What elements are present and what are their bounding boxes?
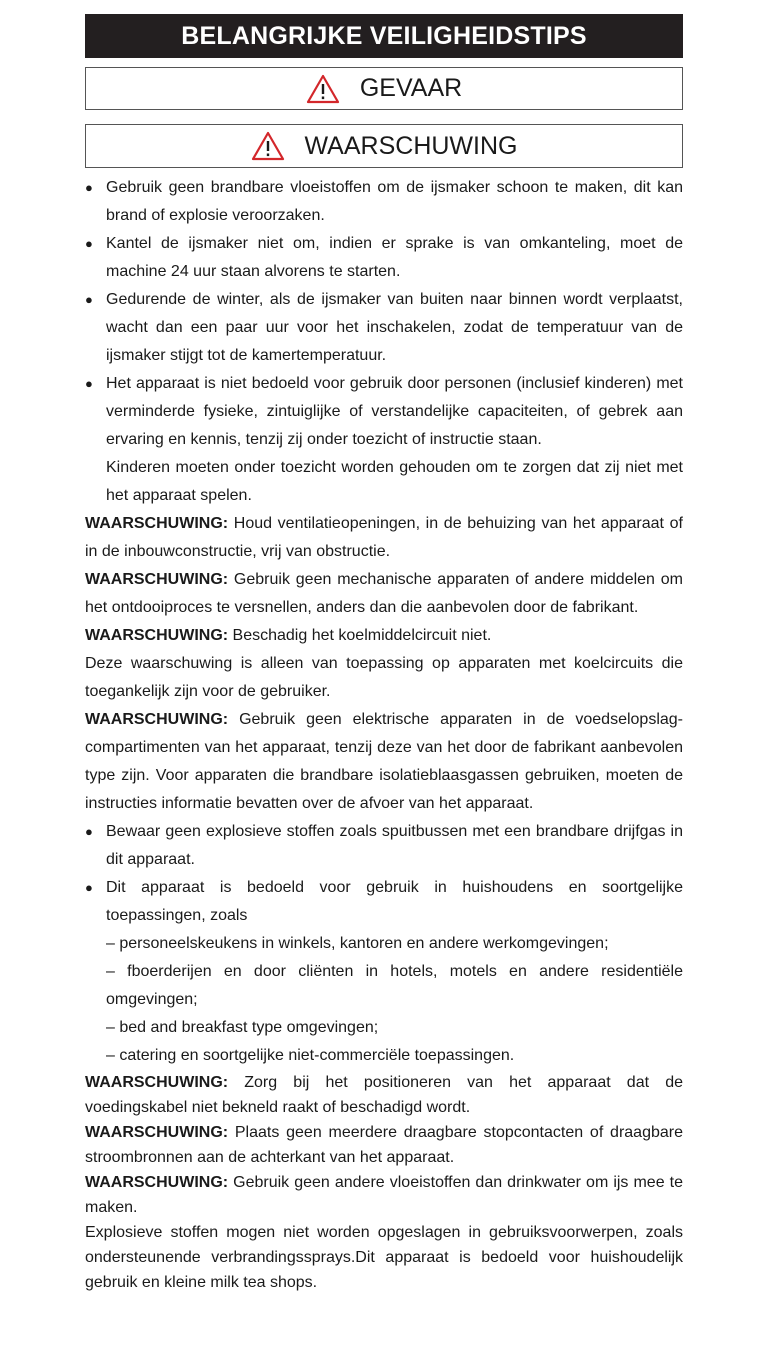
list-item: ● Gedurende de winter, als de ijsmaker van buiten naar binnen wordt verplaatst, wacht dan een paar uur voor het inschakelen, zodat de temperatuur van de ijsmaker stijgt tot de kamertemperatuur.: [85, 286, 683, 370]
danger-label: GEVAAR: [359, 74, 463, 102]
warning-prefix: WAARSCHUWING:: [85, 1074, 229, 1091]
warning-paragraph: [85, 566, 683, 622]
warning-triangle-icon: [306, 74, 340, 104]
warning-prefix: WAARSCHUWING:: [85, 515, 229, 532]
warning-text: Houd ventilatieopeningen, in de behuizing van het apparaat of in de inbouwconstructie, vrij van obstructie.: [85, 515, 683, 560]
list-item: ● Bewaar geen explosieve stoffen zoals spuitbussen met een brandbare drijfgas in dit apparaat.: [85, 818, 683, 874]
warning-label: WAARSCHUWING: [304, 131, 518, 160]
list-item: ● Dit apparaat is bedoeld voor gebruik in huishoudens en soortgelijke toepassingen, zoals: [85, 874, 683, 930]
warning-text: Beschadig het koelmiddelcircuit niet.: [228, 627, 492, 644]
warning-paragraph: [85, 1070, 683, 1120]
warning-paragraph: [85, 1120, 683, 1170]
warning-paragraph: [85, 622, 683, 650]
warning-text: Zorg bij het positioneren van het apparaat dat de voedingskabel niet bekneld raakt of beschadigd wordt.: [85, 1074, 683, 1116]
warning-prefix: WAARSCHUWING:: [85, 627, 229, 644]
usage-item: – fboerderijen en door cliënten in hotels, motels en andere residentiële omgevingen;: [106, 963, 683, 1008]
warning-prefix: WAARSCHUWING:: [85, 571, 229, 588]
warning-prefix: WAARSCHUWING:: [85, 711, 229, 728]
warning-text: Gebruik geen andere vloeistoffen dan drinkwater om ijs mee te maken.: [85, 1174, 683, 1216]
safety-text: [85, 174, 683, 1295]
warning-prefix: WAARSCHUWING:: [85, 1124, 229, 1141]
list-item: ● Kantel de ijsmaker niet om, indien er sprake is van omkanteling, moet de machine 24 uur staan alvorens te starten.: [85, 230, 683, 286]
warning-text: Plaats geen meerdere draagbare stopcontacten of draagbare stroombronnen aan de achterkant van het apparaat.: [85, 1124, 683, 1166]
refrigerant-note: Deze waarschuwing is alleen van toepassing op apparaten met koelcircuits die toegankelijk zijn voor de gebruiker.: [85, 655, 683, 700]
warning-triangle-icon: [251, 131, 285, 161]
warning-text: Gebruik geen elektrische apparaten in de voedselopslag-compartimenten van het apparaat, tenzij deze van het door de fabrikant aanbevolen type zijn. Voor apparaten die brandbare isolatieblaasgassen gebruiken, moeten de instructies informatie bevatten over de afvoer van het apparaat.: [85, 711, 683, 812]
usage-item: – bed and breakfast type omgevingen;: [106, 1019, 379, 1036]
list-item: ● Het apparaat is niet bedoeld voor gebruik door personen (inclusief kinderen) met verminderde fysieke, zintuiglijke of verstandelijke capaciteiten, of gebrek aan ervaring en kennis, tenzij zij onder toezicht of instructie staan.: [85, 370, 683, 454]
warning-text: Gebruik geen mechanische apparaten of andere middelen om het ontdooiproces te versnellen, anders dan die aanbevolen door de fabrikant.: [85, 571, 683, 616]
page-title: BELANGRIJKE VEILIGHEIDSTIPS: [85, 14, 683, 58]
warning-prefix: WAARSCHUWING:: [85, 1174, 229, 1191]
warning-box: [85, 124, 683, 168]
warning-paragraph: [85, 510, 683, 566]
warning-paragraph: [85, 1170, 683, 1220]
list-item: ● Gebruik geen brandbare vloeistoffen om de ijsmaker schoon te maken, dit kan brand of explosie veroorzaken.: [85, 174, 683, 230]
children-note: Kinderen moeten onder toezicht worden gehouden om te zorgen dat zij niet met het apparaat spelen.: [106, 459, 683, 504]
danger-box: [85, 67, 683, 110]
usage-item: – personeelskeukens in winkels, kantoren en andere werkomgevingen;: [106, 935, 609, 952]
usage-item: – catering en soortgelijke niet-commerciële toepassingen.: [106, 1047, 515, 1064]
warning-paragraph: [85, 706, 683, 818]
closing-note: Explosieve stoffen mogen niet worden opgeslagen in gebruiksvoorwerpen, zoals ondersteunende verbrandingssprays.Dit apparaat is bedoeld voor huishoudelijk gebruik en kleine milk tea shops.: [85, 1224, 683, 1291]
safety-document: [85, 14, 683, 1295]
